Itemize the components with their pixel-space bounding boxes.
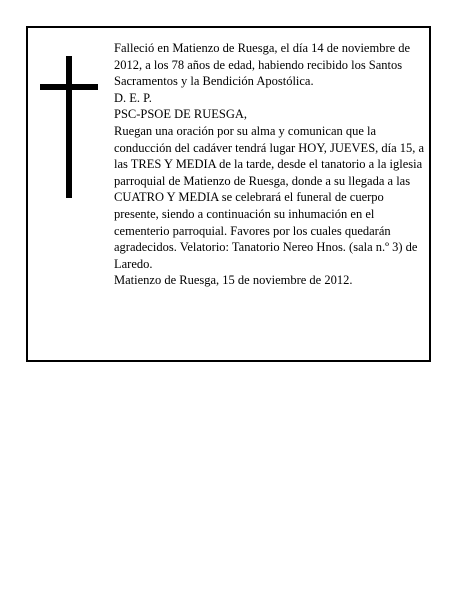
death-statement: Falleció en Matienzo de Ruesga, el día 14 de noviembre de 2012, a los 78 años de edad, habiendo recibido los Santos Sacramentos y la Bendición Apostólica. (114, 41, 411, 89)
cross-horizontal-bar (40, 84, 98, 90)
place-and-date: Matienzo de Ruesga, 15 de noviembre de 2012. (114, 273, 353, 288)
latin-cross-icon (40, 56, 98, 198)
rip-abbreviation: D. E. P. (114, 90, 152, 105)
organization-name: PSC-PSOE DE RUESGA, (114, 107, 248, 122)
obituary-notice (26, 26, 431, 362)
notice-text (114, 40, 426, 289)
cross-vertical-bar (66, 56, 72, 198)
funeral-details: Ruegan una oración por su alma y comunican que la conducción del cadáver tendrá lugar HOY, JUEVES, día 15, a las TRES Y MEDIA de la tarde, desde el tanatorio a la iglesia parroquial de Matienzo de Ruesga, donde a su llegada a las CUATRO Y MEDIA se celebrará el funeral de cuerpo presente, siendo a continuación su inhumación en el cementerio parroquial. Favores por los cuales quedarán agradecidos. Velatorio: Tanatorio Nereo Hnos. (sala n.º 3) de Laredo. (114, 123, 425, 271)
